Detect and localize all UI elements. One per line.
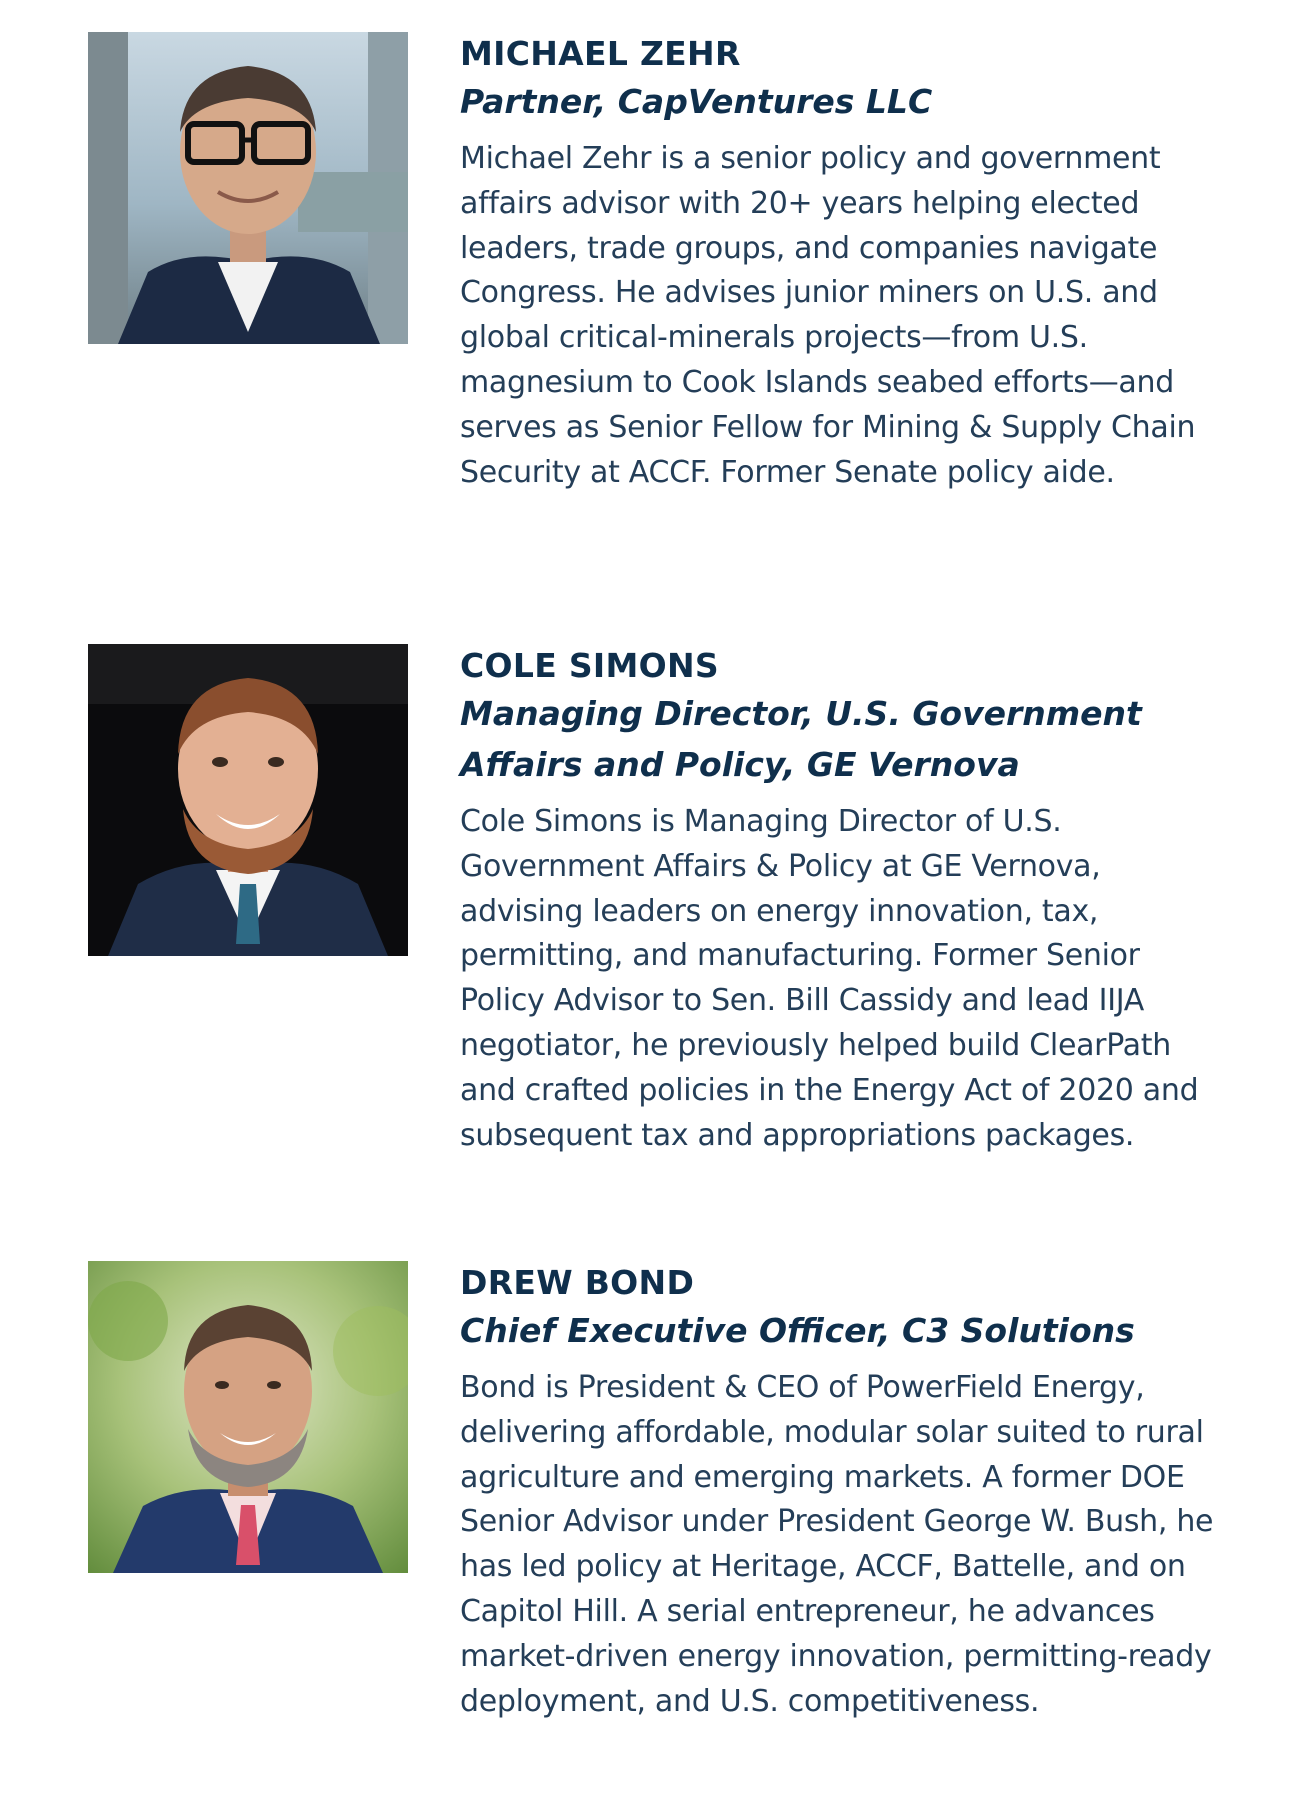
speaker-info xyxy=(460,1261,1220,1724)
speaker-title: Chief Executive Officer, C3 Solutions xyxy=(460,1311,1135,1350)
speaker-name: COLE SIMONS xyxy=(460,646,719,685)
headshot-photo xyxy=(88,1261,408,1573)
speaker-title: Partner, CapVentures LLC xyxy=(460,82,933,121)
speaker-info xyxy=(460,644,1220,1158)
speaker-bio: Bond is President & CEO of PowerField Energy, delivering affordable, modular solar suited to rural agriculture and emerging markets. A former DOE Senior Advisor under President George W. Bush, he has led policy at Heritage, ACCF, Battelle, and on Capitol Hill. A serial entrepreneur, he advances market-driven energy innovation, permitting-ready deployment, and U.S. competitiveness. xyxy=(460,1370,1214,1719)
speaker-name: MICHAEL ZEHR xyxy=(460,34,741,73)
speaker-name: DREW BOND xyxy=(460,1263,695,1302)
speaker-bio: Cole Simons is Managing Director of U.S. Government Affairs & Policy at GE Vernova, advising leaders on energy innovation, tax, permitting, and manufacturing. Former Senior Policy Advisor to Sen. Bill Cassidy and lead IIJA negotiator, he previously helped build ClearPath and crafted policies in the Energy Act of 2020 and subsequent tax and appropriations packages. xyxy=(460,804,1199,1153)
speaker-title: Managing Director, U.S. Government Affairs and Policy, GE Vernova xyxy=(460,694,1142,784)
headshot-photo xyxy=(88,644,408,956)
speaker-info xyxy=(460,32,1220,495)
headshot-photo xyxy=(88,32,408,344)
speaker-bio: Michael Zehr is a senior policy and government affairs advisor with 20+ years helping elected leaders, trade groups, and companies navigate Congress. He advises junior miners on U.S. and global critical-minerals projects—from U.S. magnesium to Cook Islands seabed efforts—and serves as Senior Fellow for Mining & Supply Chain Security at ACCF. Former Senate policy aide. xyxy=(460,141,1196,490)
